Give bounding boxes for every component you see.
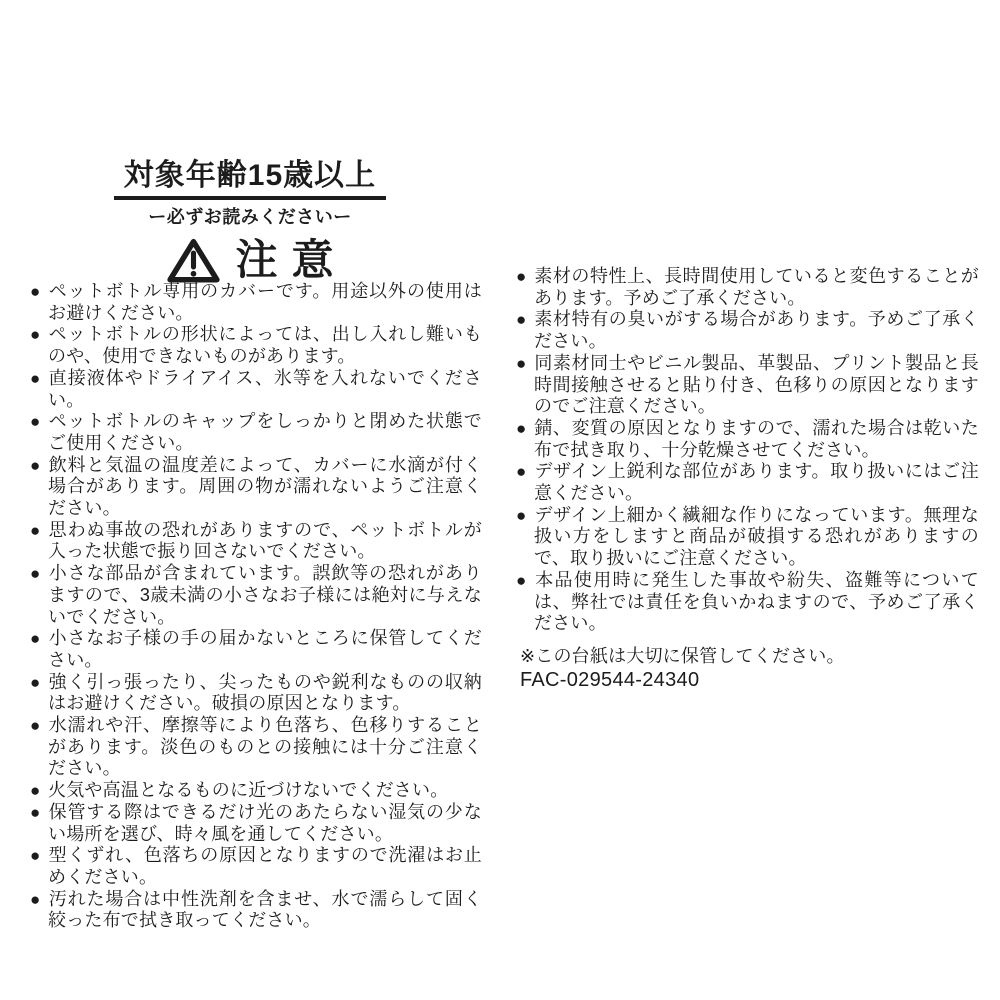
caution-text: デザイン上鋭利な部位があります。取り扱いにはご注意ください。 — [534, 461, 979, 504]
caution-item — [516, 418, 979, 461]
caution-item — [516, 266, 979, 309]
caution-item — [30, 845, 482, 888]
bullet-icon: ● — [30, 716, 41, 736]
caution-heading: 注意 — [235, 236, 348, 283]
keep-card-note: ※この台紙は大切に保管してください。 — [520, 645, 845, 666]
caution-item — [30, 802, 482, 845]
caution-item — [30, 889, 482, 932]
caution-item — [516, 353, 979, 418]
caution-text: ペットボトルのキャップをしっかりと閉めた状態でご使用ください。 — [48, 411, 482, 453]
caution-text: ペットボトルの形状によっては、出し入れし難いものや、使用できないものがあります。 — [48, 324, 482, 367]
caution-text: 思わぬ事故の恐れがありますので、ペットボトルが入った状態で振り回さないでください。 — [48, 519, 482, 562]
caution-text: 保管する際はできるだけ光のあたらない湿気の少ない場所を選び、時々風を通してください。 — [48, 801, 482, 844]
bullet-icon: ● — [516, 353, 527, 373]
warning-triangle-icon — [166, 236, 221, 284]
bullet-icon: ● — [516, 267, 527, 286]
bullet-icon: ● — [516, 418, 527, 438]
caution-list-left — [30, 281, 482, 932]
caution-text: 素材の特性上、長時間使用していると変色することがあります。予めご了承ください。 — [534, 266, 979, 308]
read-first-note: ー必ずお読みくださいー — [148, 207, 352, 227]
bullet-icon: ● — [516, 505, 527, 525]
age-restriction-title: 対象年齢15歳以上 — [114, 150, 386, 200]
caution-list-right — [516, 266, 979, 692]
product-code: FAC-029544-24340 — [520, 668, 700, 691]
caution-text: 飲料と気温の温度差によって、カバーに水滴が付く場合があります。周囲の物が濡れないようご注意ください。 — [48, 454, 482, 519]
caution-item — [30, 715, 482, 780]
bullet-icon: ● — [30, 846, 41, 866]
bullet-icon: ● — [30, 672, 41, 692]
footer — [516, 645, 979, 692]
caution-text: 水濡れや汗、摩擦等により色落ち、色移りすることがあります。淡色のものとの接触には十分ご注意ください。 — [48, 715, 482, 779]
caution-text: 強く引っ張ったり、尖ったものや鋭利なものの収納はお避けください。破損の原因となります。 — [48, 671, 482, 714]
bullet-icon: ● — [30, 455, 41, 475]
bullet-icon: ● — [30, 629, 41, 649]
caution-text: 小さな部品が含まれています。誤飲等の恐れがありますので、3歳未満の小さなお子様には絶対に与えないでください。 — [48, 563, 482, 627]
bullet-icon: ● — [30, 412, 41, 432]
bullet-icon: ● — [30, 368, 41, 388]
bullet-icon: ● — [30, 282, 41, 301]
caution-item — [30, 672, 482, 715]
bullet-icon: ● — [30, 325, 41, 345]
caution-text: 同素材同士やビニル製品、革製品、プリント製品と長時間接触させると貼り付き、色移りの原因となりますのでご注意ください。 — [534, 352, 979, 417]
bullet-icon: ● — [30, 889, 41, 909]
bullet-icon: ● — [30, 520, 41, 540]
bullet-icon: ● — [30, 564, 41, 584]
caution-item — [30, 520, 482, 563]
caution-text: デザイン上細かく繊細な作りになっています。無理な扱い方をしますと商品が破損する恐れがありますので、取り扱いにご注意ください。 — [534, 504, 979, 569]
caution-item — [516, 309, 979, 352]
caution-text: 火気や高温となるものに近づけないでください。 — [48, 780, 449, 801]
bullet-icon: ● — [30, 781, 41, 801]
caution-item — [30, 281, 482, 324]
caution-text: 汚れた場合は中性洗剤を含ませ、水で濡らして固く絞った布で拭き取ってください。 — [48, 888, 482, 931]
caution-item — [30, 780, 482, 802]
caution-item — [30, 324, 482, 367]
caution-item — [30, 455, 482, 520]
bullet-icon: ● — [516, 310, 527, 330]
caution-text: 本品使用時に発生した事故や紛失、盗難等については、弊社では責任を負いかねますので、予めご了承ください。 — [534, 569, 979, 634]
caution-item — [30, 411, 482, 454]
caution-text: 直接液体やドライアイス、氷等を入れないでください。 — [48, 367, 482, 410]
caution-text: 錆、変質の原因となりますので、濡れた場合は乾いた布で拭き取り、十分乾燥させてください。 — [534, 417, 979, 460]
caution-text: 素材特有の臭いがする場合があります。予めご了承ください。 — [534, 309, 979, 352]
caution-item — [516, 505, 979, 570]
caution-item — [516, 570, 979, 635]
caution-item — [30, 563, 482, 628]
caution-item — [30, 628, 482, 671]
caution-heading-row — [40, 236, 460, 284]
caution-item — [516, 461, 979, 504]
header — [40, 150, 460, 284]
bullet-icon: ● — [30, 802, 41, 822]
caution-item — [30, 368, 482, 411]
bullet-icon: ● — [516, 462, 527, 482]
bullet-icon: ● — [516, 570, 527, 590]
caution-text: 型くずれ、色落ちの原因となりますので洗濯はお止めください。 — [48, 845, 482, 887]
caution-text: 小さなお子様の手の届かないところに保管してください。 — [48, 628, 482, 670]
caution-text: ペットボトル専用のカバーです。用途以外の使用はお避けください。 — [48, 281, 482, 323]
